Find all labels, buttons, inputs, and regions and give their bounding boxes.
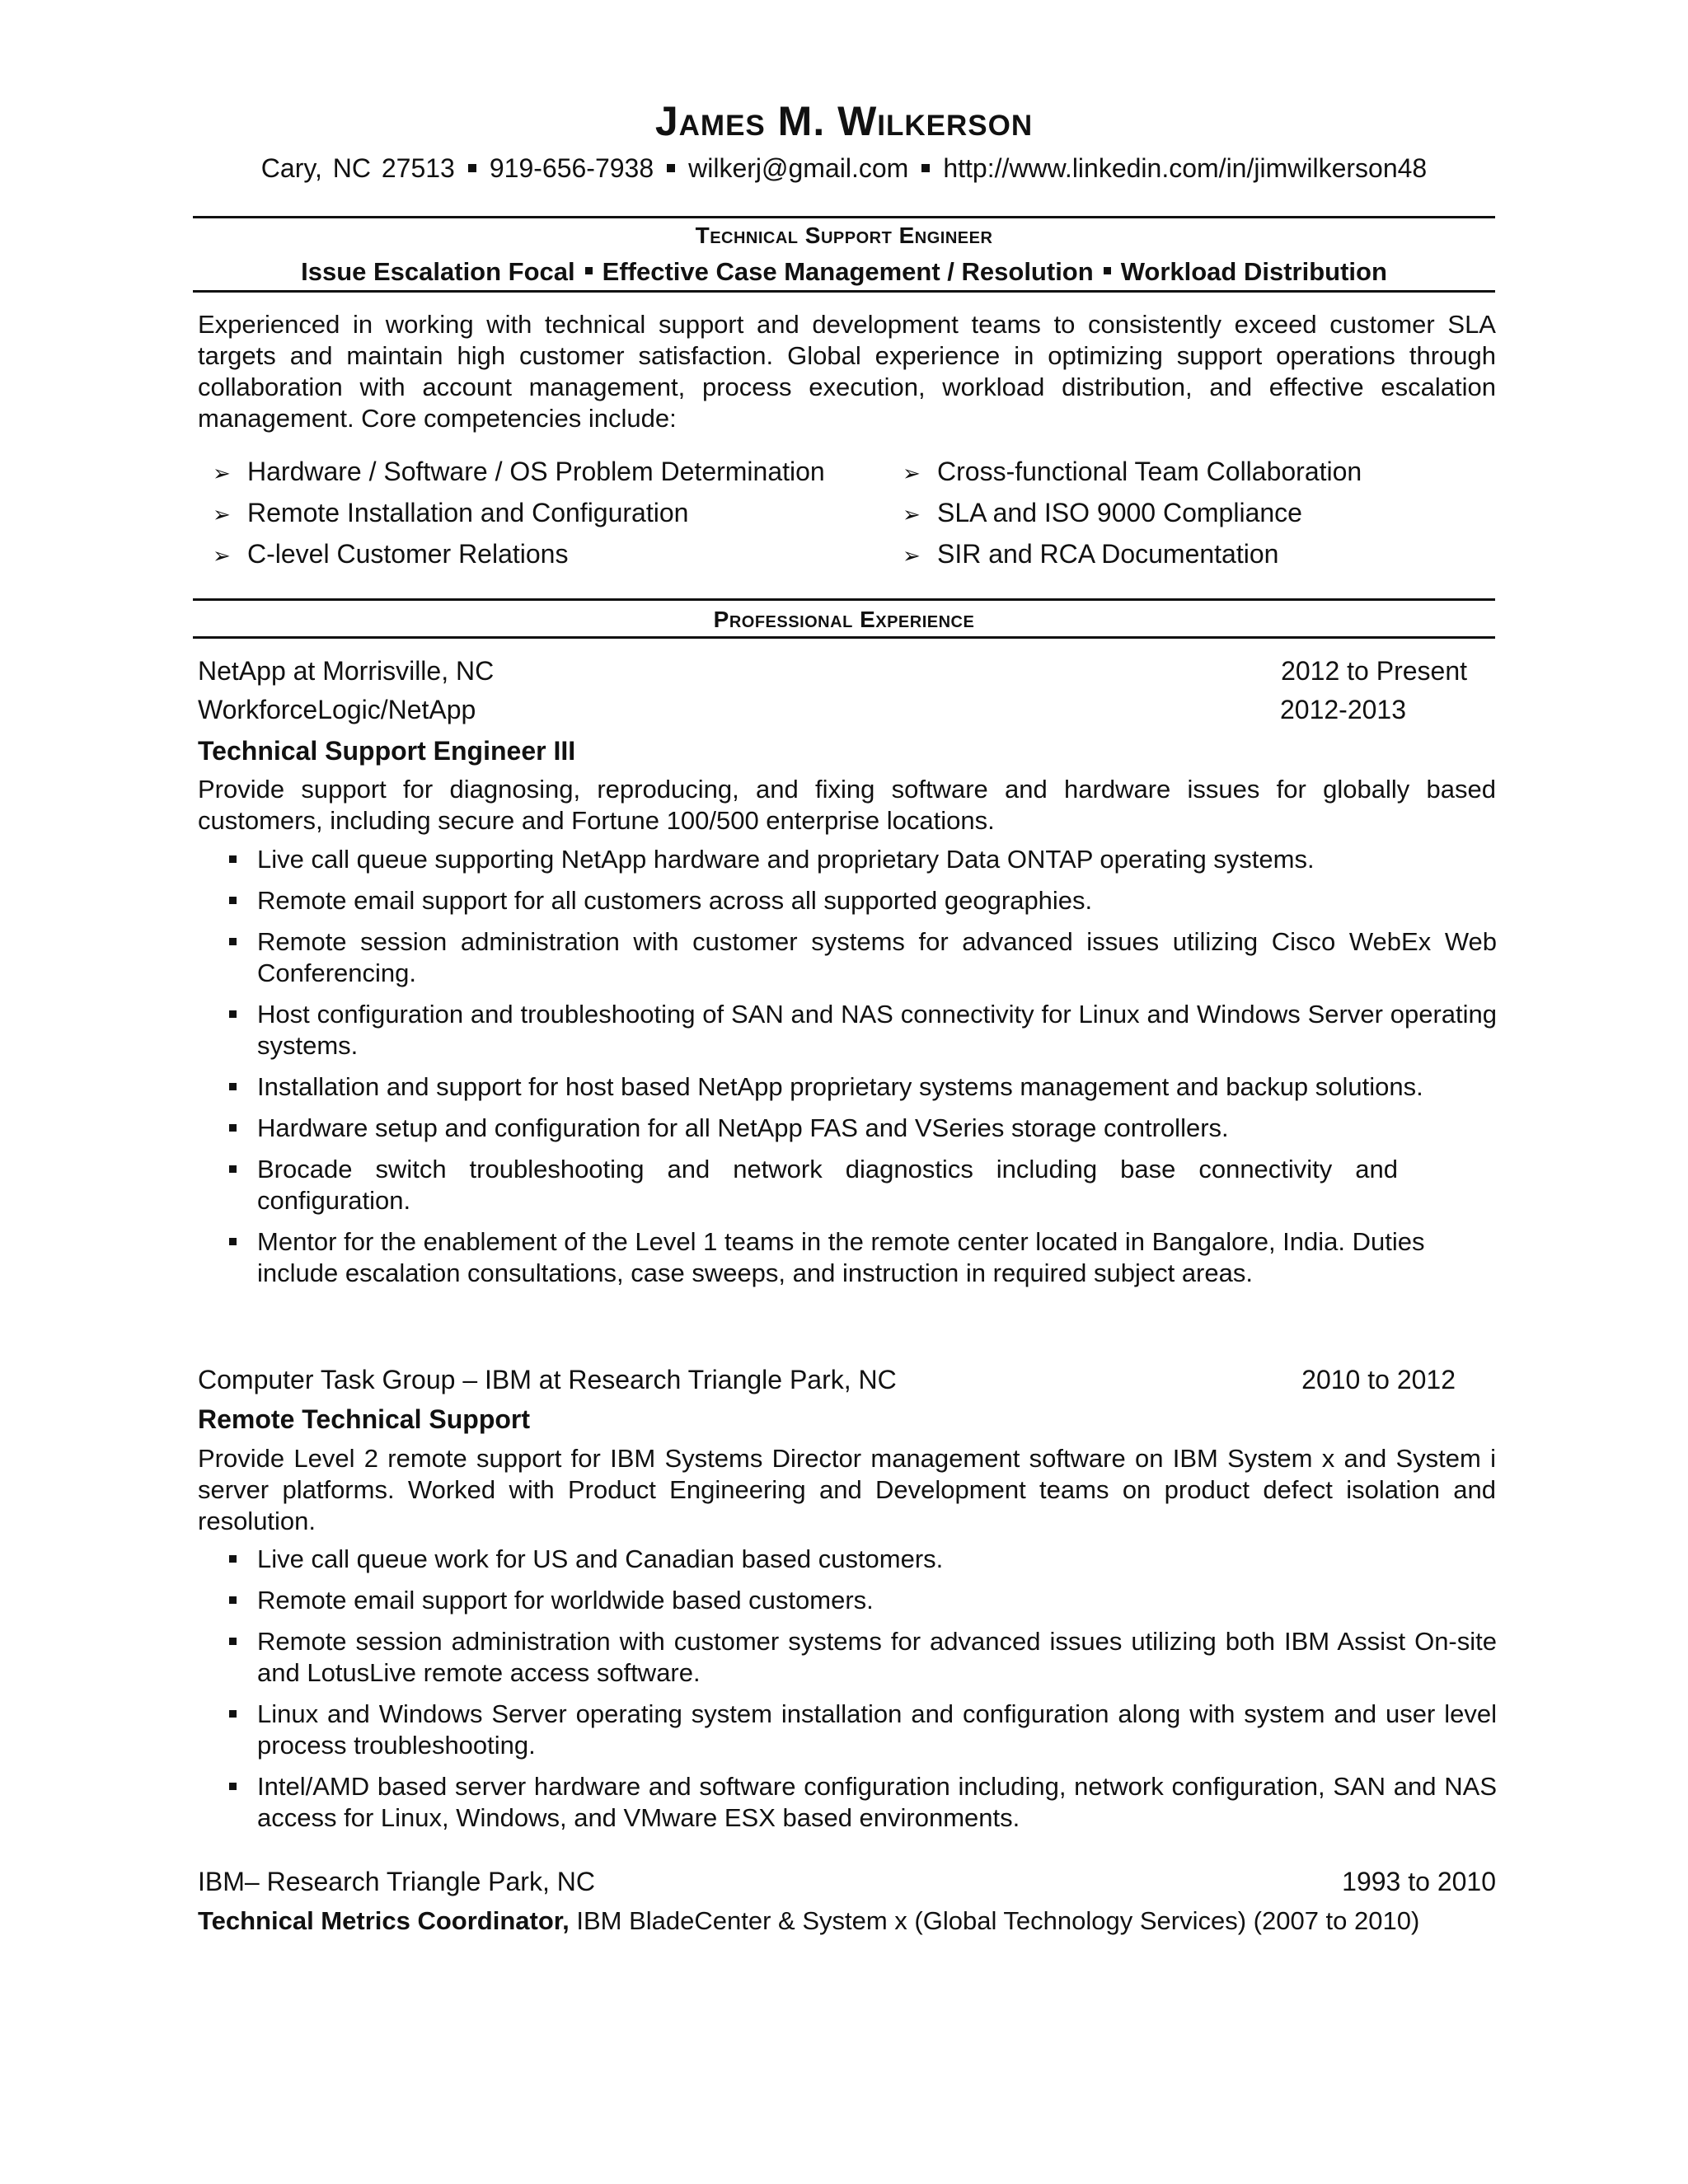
list-item: Remote session administration with customer systems for advanced issues utilizing both IBM Assist On-site and LotusLive remote access software. bbox=[223, 1626, 1497, 1689]
headline-item: Workload Distribution bbox=[1120, 257, 1387, 286]
headline-item: Issue Escalation Focal bbox=[301, 257, 575, 286]
job1-bullets bbox=[223, 844, 1497, 1299]
list-item: Remote session administration with customer systems for advanced issues utilizing Cisco WebEx Web Conferencing. bbox=[223, 926, 1497, 989]
bullet-separator-icon bbox=[1104, 267, 1111, 274]
list-item: Linux and Windows Server operating system installation and configuration along with system and user level process troubleshooting. bbox=[223, 1699, 1497, 1761]
contact-phone: 919-656-7938 bbox=[489, 153, 654, 183]
arrow-bullet-icon: ➢ bbox=[213, 543, 231, 568]
competency-item: ➢ SLA and ISO 9000 Compliance bbox=[903, 493, 1362, 534]
job2-description: Provide Level 2 remote support for IBM Systems Director management software on IBM System x and System i server platforms. Worked with Product Engineering and Development teams on product defect isolation and resolution. bbox=[198, 1444, 1496, 1535]
contact-linkedin[interactable]: http://www.linkedin.com/in/jimwilkerson48 bbox=[943, 153, 1428, 183]
arrow-bullet-icon: ➢ bbox=[903, 543, 921, 568]
job2-bullets bbox=[223, 1544, 1497, 1844]
list-item: Intel/AMD based server hardware and software configuration including, network configuration, SAN and NAS access for Linux, Windows, and VMware ESX based environments. bbox=[223, 1771, 1497, 1834]
competency-item: ➢ C-level Customer Relations bbox=[213, 534, 825, 575]
job3-role-line bbox=[198, 1905, 1496, 1937]
job-date: 2010 to 2012 bbox=[1301, 1365, 1456, 1394]
arrow-bullet-icon: ➢ bbox=[903, 502, 921, 527]
summary-headline bbox=[193, 257, 1495, 287]
competency-item: ➢ Cross-functional Team Collaboration bbox=[903, 452, 1362, 493]
section-divider bbox=[193, 290, 1495, 293]
bullet-separator-icon bbox=[468, 164, 476, 172]
job1-employer-line bbox=[198, 656, 1467, 687]
bullet-separator-icon bbox=[921, 164, 930, 172]
job3-role: Technical Metrics Coordinator, bbox=[198, 1906, 570, 1935]
arrow-bullet-icon: ➢ bbox=[213, 502, 231, 527]
job-employer: IBM– Research Triangle Park, NC bbox=[198, 1867, 595, 1896]
list-item: Brocade switch troubleshooting and network diagnostics including base connectivity and configuration. bbox=[223, 1154, 1497, 1216]
competency-item: ➢ SIR and RCA Documentation bbox=[903, 534, 1362, 575]
summary-title: Technical Support Engineer bbox=[695, 223, 993, 248]
contact-location: Cary, NC 27513 bbox=[260, 153, 455, 183]
competencies-right bbox=[903, 452, 1362, 575]
candidate-name: James M. Wilkerson bbox=[654, 98, 1034, 144]
job1-role: Technical Support Engineer III bbox=[198, 736, 576, 766]
job2-role: Remote Technical Support bbox=[198, 1404, 531, 1434]
list-item: Installation and support for host based NetApp proprietary systems management and backup solutions. bbox=[223, 1071, 1497, 1103]
competency-item: ➢ Hardware / Software / OS Problem Determination bbox=[213, 452, 825, 493]
job1-description: Provide support for diagnosing, reproducing, and fixing software and hardware issues for globally based customers, including secure and Fortune 100/500 enterprise locations. bbox=[198, 775, 1496, 835]
contact-line bbox=[0, 153, 1688, 184]
arrow-bullet-icon: ➢ bbox=[213, 461, 231, 485]
job-employer: Computer Task Group – IBM at Research Triangle Park, NC bbox=[198, 1365, 897, 1394]
competency-item: ➢ Remote Installation and Configuration bbox=[213, 493, 825, 534]
job3-role-detail: IBM BladeCenter & System x (Global Technology Services) (2007 to 2010) bbox=[576, 1906, 1420, 1935]
arrow-bullet-icon: ➢ bbox=[903, 461, 921, 485]
competencies-left bbox=[213, 452, 825, 575]
list-item: Host configuration and troubleshooting of SAN and NAS connectivity for Linux and Windows Server operating systems. bbox=[223, 999, 1497, 1062]
list-item: Remote email support for worldwide based customers. bbox=[223, 1585, 1497, 1616]
experience-title: Professional Experience bbox=[713, 607, 975, 632]
job-date: 2012-2013 bbox=[1279, 695, 1406, 724]
job-date: 2012 to Present bbox=[1281, 656, 1467, 686]
job-employer: NetApp at Morrisville, NC bbox=[198, 656, 495, 686]
job3-employer-line bbox=[198, 1867, 1496, 1897]
section-divider bbox=[193, 598, 1495, 601]
contact-email[interactable]: wilkerj@gmail.com bbox=[688, 153, 909, 183]
list-item: Live call queue work for US and Canadian based customers. bbox=[223, 1544, 1497, 1575]
bullet-separator-icon bbox=[585, 267, 593, 274]
list-item: Live call queue supporting NetApp hardware and proprietary Data ONTAP operating systems. bbox=[223, 844, 1497, 875]
section-divider bbox=[193, 636, 1495, 639]
summary-text: Experienced in working with technical support and development teams to consistently exceed customer SLA targets and maintain high customer satisfaction. Global experience in optimizing support operations through collaboration with account management, process execution, workload distribution, and effective escalation management. Core competencies include: bbox=[198, 310, 1496, 433]
headline-item: Effective Case Management / Resolution bbox=[602, 257, 1094, 286]
bullet-separator-icon bbox=[667, 164, 675, 172]
job-date: 1993 to 2010 bbox=[1342, 1867, 1496, 1896]
job1-employer2-line bbox=[198, 695, 1406, 725]
list-item: Remote email support for all customers across all supported geographies. bbox=[223, 885, 1497, 916]
section-divider bbox=[193, 216, 1495, 218]
list-item: Hardware setup and configuration for all NetApp FAS and VSeries storage controllers. bbox=[223, 1113, 1497, 1144]
job-employer: WorkforceLogic/NetApp bbox=[198, 695, 476, 724]
list-item: Mentor for the enablement of the Level 1 teams in the remote center located in Bangalore, India. Duties include escalation consultations, case sweeps, and instruction in required subject areas. bbox=[223, 1226, 1497, 1289]
job2-employer-line bbox=[198, 1365, 1456, 1395]
